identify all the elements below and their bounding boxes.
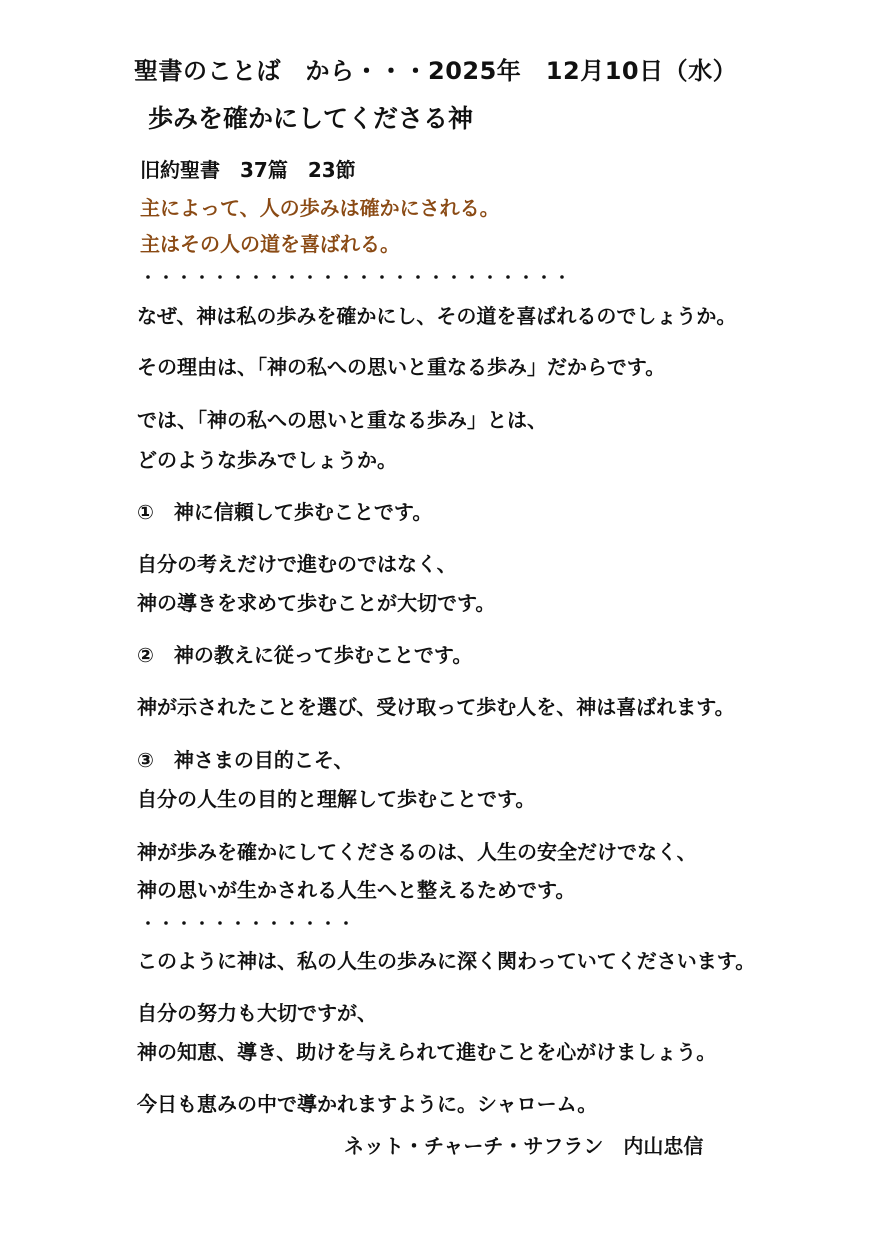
paragraph-effort-line-1: 自分の努力も大切ですが、 (137, 1001, 377, 1025)
point-2-detail: 神が示されたことを選び、受け取って歩む人を、神は喜ばれます。 (137, 695, 735, 719)
page-title: 聖書のことば から・・・2025年 12月10日（水） (134, 57, 738, 85)
scripture-reference: 旧約聖書 37篇 23節 (140, 158, 356, 182)
closing-blessing: 今日も恵みの中で導かれますように。シャローム。 (137, 1092, 598, 1116)
point-3: ③ 神さまの目的こそ、 (137, 748, 354, 772)
scripture-verse-line-2: 主はその人の道を喜ばれる。 (140, 232, 400, 256)
separator-dots-2: ・・・・・・・・・・・・ (140, 914, 357, 933)
point-3-detail: 自分の人生の目的と理解して歩むことです。 (137, 787, 536, 811)
message-title: 歩みを確かにしてくださる神 (148, 104, 474, 133)
paragraph-question: なぜ、神は私の歩みを確かにし、その道を喜ばれるのでしょうか。 (137, 304, 737, 328)
paragraph-intro-line-1: では、「神の私への思いと重なる歩み」とは、 (137, 408, 547, 432)
scripture-verse-line-1: 主によって、人の歩みは確かにされる。 (140, 196, 500, 220)
paragraph-effort-line-2: 神の知恵、導き、助けを与えられて進むことを心がけましょう。 (137, 1040, 717, 1064)
paragraph-summary-line-1: 神が歩みを確かにしてくださるのは、人生の安全だけでなく、 (137, 840, 697, 864)
point-2: ② 神の教えに従って歩むことです。 (137, 643, 473, 667)
point-1-detail-line-1: 自分の考えだけで進むのではなく、 (137, 552, 457, 576)
paragraph-conclusion: このように神は、私の人生の歩みに深く関わっていてくださいます。 (137, 949, 756, 973)
paragraph-reason: その理由は、「神の私への思いと重なる歩み」だからです。 (137, 355, 666, 379)
signature: ネット・チャーチ・サフラン 内山忠信 (344, 1134, 704, 1158)
paragraph-intro-line-2: どのような歩みでしょうか。 (137, 448, 397, 472)
point-1: ① 神に信頼して歩むことです。 (137, 500, 433, 524)
paragraph-summary-line-2: 神の思いが生かされる人生へと整えるためです。 (137, 878, 576, 902)
point-1-detail-line-2: 神の導きを求めて歩むことが大切です。 (137, 591, 496, 615)
separator-dots: ・・・・・・・・・・・・・・・・・・・・・・・・ (140, 268, 573, 287)
